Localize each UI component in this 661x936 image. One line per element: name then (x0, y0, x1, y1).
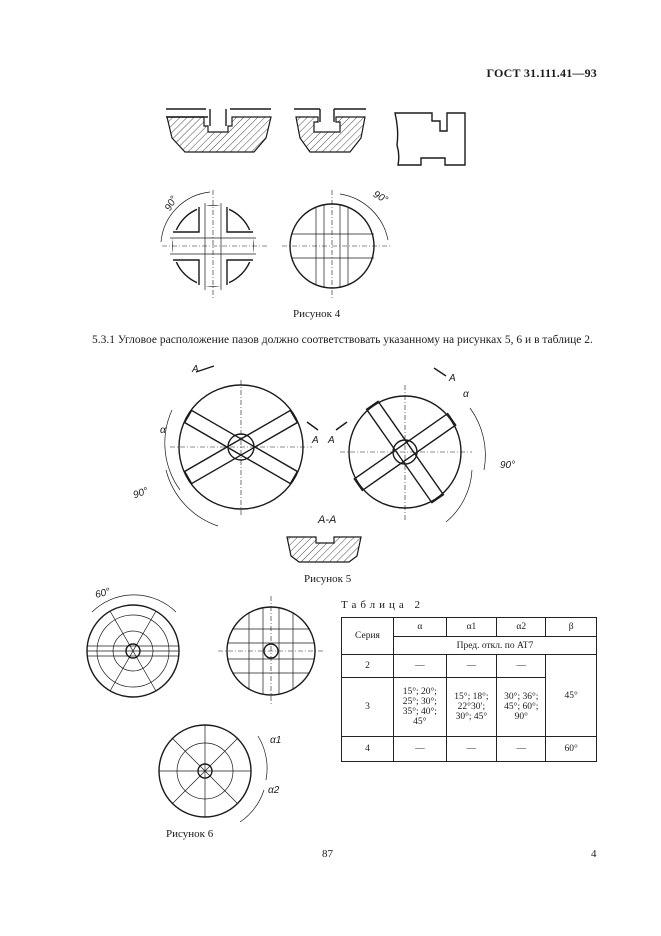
table-2 (341, 617, 597, 762)
figure-5-caption: Рисунок 5 (304, 573, 352, 585)
col-header-alpha2: α2 (497, 618, 546, 637)
section-mark-a-left: A (192, 364, 199, 375)
paragraph-5-3-1: 5.3.1 Угловое расположение пазов должно соответствовать указанному на рисунках 5, 6 и в таблице 2. (92, 334, 593, 346)
angle-90-label-5b: 90° (500, 460, 516, 471)
section-mark-a-right: A (449, 373, 456, 384)
alpha-label-right: α (463, 389, 469, 400)
section-mark-a-center-1: A (312, 435, 319, 446)
col-header-series: Серия (342, 618, 394, 655)
section-aa-label: A-A (318, 514, 337, 526)
angle-90-label-5: 90° (131, 485, 150, 502)
beta-merged-cell: 45° (546, 655, 597, 737)
section-mark-a-center-2: A (328, 435, 335, 446)
alpha-label-left: α (160, 425, 166, 436)
figure-6-caption: Рисунок 6 (166, 828, 214, 840)
table-2-title: Таблица 2 (341, 599, 425, 611)
page-number-right: 4 (591, 848, 597, 860)
col-header-alpha: α (393, 618, 446, 637)
table-row: 2 — — — 45° (342, 655, 597, 678)
table-row: 3 15°; 20°; 25°; 30°; 35°; 40°; 45° 15°; 18°; 22°30′; 30°; 45° 30°; 36°; 45°; 60°; 90° (342, 678, 597, 737)
angle-60-label: 60° (94, 586, 112, 601)
col-header-alpha1: α1 (446, 618, 497, 637)
angle-90-right-label: 90° (371, 189, 390, 207)
page-number-center: 87 (322, 848, 333, 860)
document-header: ГОСТ 31.111.41—93 (486, 66, 597, 80)
tolerance-subheader: Пред. откл. по AT7 (393, 637, 596, 655)
alpha1-label: α1 (270, 735, 282, 746)
alpha2-label: α2 (268, 785, 280, 796)
figure-4-caption: Рисунок 4 (293, 308, 341, 320)
col-header-beta: β (546, 618, 597, 637)
table-row: 4 — — — 60° (342, 737, 597, 762)
angle-90-left-label: 90° (163, 194, 181, 213)
